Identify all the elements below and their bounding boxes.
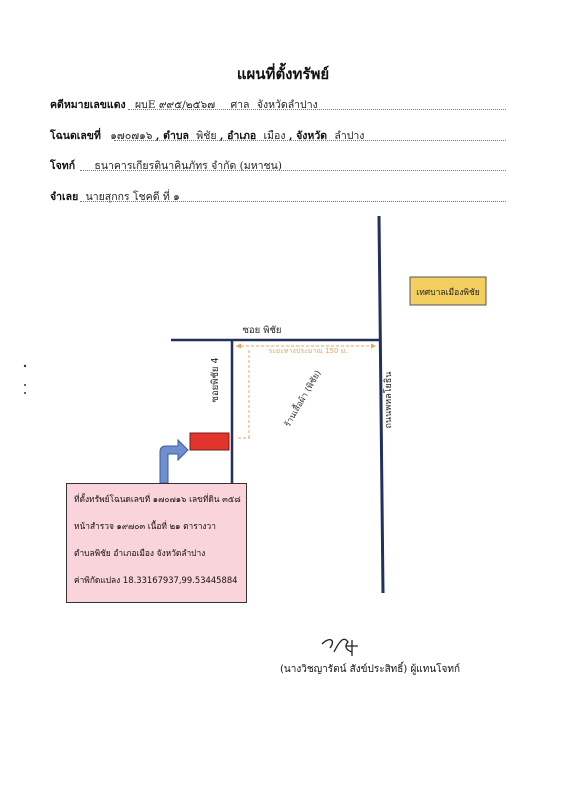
- plaintiff-value: ธนาคารเกียรตินาคินภัทร จำกัด (มหาชน): [94, 160, 282, 172]
- main-road: [379, 216, 383, 593]
- deed-label: โฉนดเลขที่: [50, 130, 101, 142]
- amphoe-label: , อำเภอ: [219, 130, 257, 142]
- defendant-value: นายสุกกร โชคดี ที่ ๑: [85, 191, 180, 203]
- main-road-label: ถนนพหลโยธิน: [384, 371, 394, 429]
- side-road-label: ซอยพิชัย 4: [210, 357, 221, 403]
- margin-dot: [24, 365, 26, 367]
- page-title: แผนที่ตั้งทรัพย์: [236, 65, 330, 83]
- case-label: คดีหมายเลขแดง: [50, 99, 126, 111]
- court-label: ศาล: [230, 99, 250, 111]
- plaintiff-label: โจทก์: [50, 160, 76, 172]
- info-line-1: ที่ตั้งทรัพย์โฉนดเลขที่ ๑๗๐๗๑๖ เลขที่ดิน ๓๕๘: [74, 494, 241, 504]
- tambon-label: , ตำบล: [155, 130, 189, 142]
- info-line-3: ตำบลพิชัย อำเภอเมือง จังหวัดลำปาง: [74, 548, 206, 558]
- distance-label: ระยะทางประมาณ 150 ม.: [268, 347, 348, 355]
- route-arrow-right: [371, 344, 376, 349]
- info-line-2: หน้าสำรวจ ๑๙๗๐๓ เนื้อที่ ๒๑ ตารางวา: [74, 521, 216, 531]
- shop-label: ร้านเสื้อผ้า (พิชัย): [282, 368, 324, 430]
- province-value: ลำปาง: [334, 130, 365, 142]
- case-number: ผบE ๙๙๕/๒๕๖๗: [135, 99, 216, 111]
- landmark-label: เทศบาลเมืองพิชัย: [416, 288, 480, 298]
- tambon-value: พิชัย: [196, 130, 217, 142]
- margin-dot: [24, 392, 26, 394]
- info-line-4: ค่าพิกัดแปลง 18.33167937,99.53445884: [74, 575, 238, 585]
- defendant-label: จำเลย: [50, 191, 79, 203]
- pointer-arrow: [160, 440, 188, 483]
- route-arrow-left: [236, 344, 241, 349]
- deed-number: ๑๗๐๗๑๖: [110, 130, 153, 142]
- court-value: จังหวัดลำปาง: [256, 99, 318, 111]
- horizontal-road-label: ซอย พิชัย: [242, 325, 282, 336]
- province-label: , จังหวัด: [288, 130, 328, 142]
- signatory-name: (นางวิชญารัตน์ สังข์ประสิทธิ์) ผู้แทนโจทก์: [280, 664, 461, 675]
- property-marker: [190, 433, 229, 450]
- margin-dot: [24, 384, 26, 386]
- property-info-box: [66, 483, 247, 603]
- signature-scrawl: [322, 639, 358, 656]
- amphoe-value: เมือง: [263, 130, 286, 142]
